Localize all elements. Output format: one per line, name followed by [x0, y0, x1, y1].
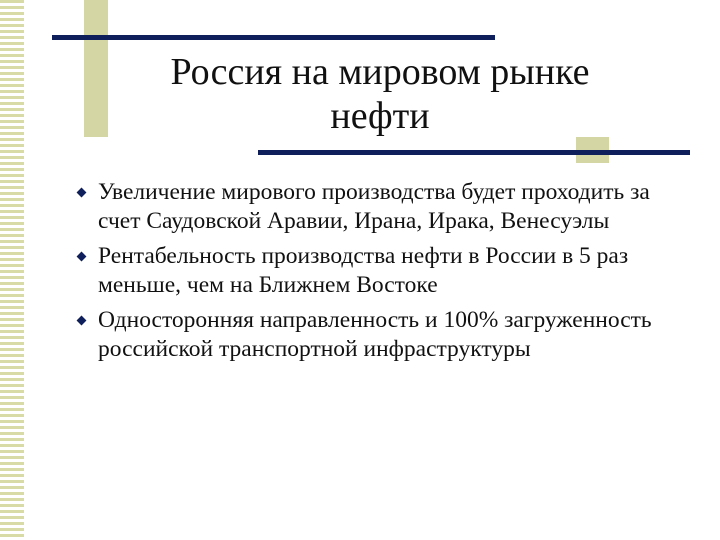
slide-title-line-1: Россия на мировом рынке	[170, 51, 590, 93]
bullet-text: Односторонняя направленность и 100% загруженность российской транспортной инфраструктуры	[98, 307, 652, 362]
diamond-bullet-icon	[77, 252, 87, 262]
bullet-item	[78, 242, 698, 300]
decorative-sage-block-top	[84, 0, 108, 137]
bullet-text: Увеличение мирового производства будет проходить за счет Саудовской Аравии, Ирана, Ирака, Венесуэлы	[98, 179, 650, 234]
left-striped-margin	[0, 0, 24, 540]
slide-title	[120, 50, 640, 138]
diamond-bullet-icon	[77, 316, 87, 326]
diamond-bullet-icon	[77, 188, 87, 198]
bullet-item	[78, 306, 698, 364]
decorative-navy-line-bottom	[258, 150, 690, 155]
slide-title-line-2: нефти	[330, 95, 430, 137]
bullet-item	[78, 178, 698, 236]
bullet-list	[78, 178, 698, 370]
decorative-navy-line-top	[52, 35, 495, 40]
bullet-text: Рентабельность производства нефти в России в 5 раз меньше, чем на Ближнем Востоке	[98, 243, 629, 298]
